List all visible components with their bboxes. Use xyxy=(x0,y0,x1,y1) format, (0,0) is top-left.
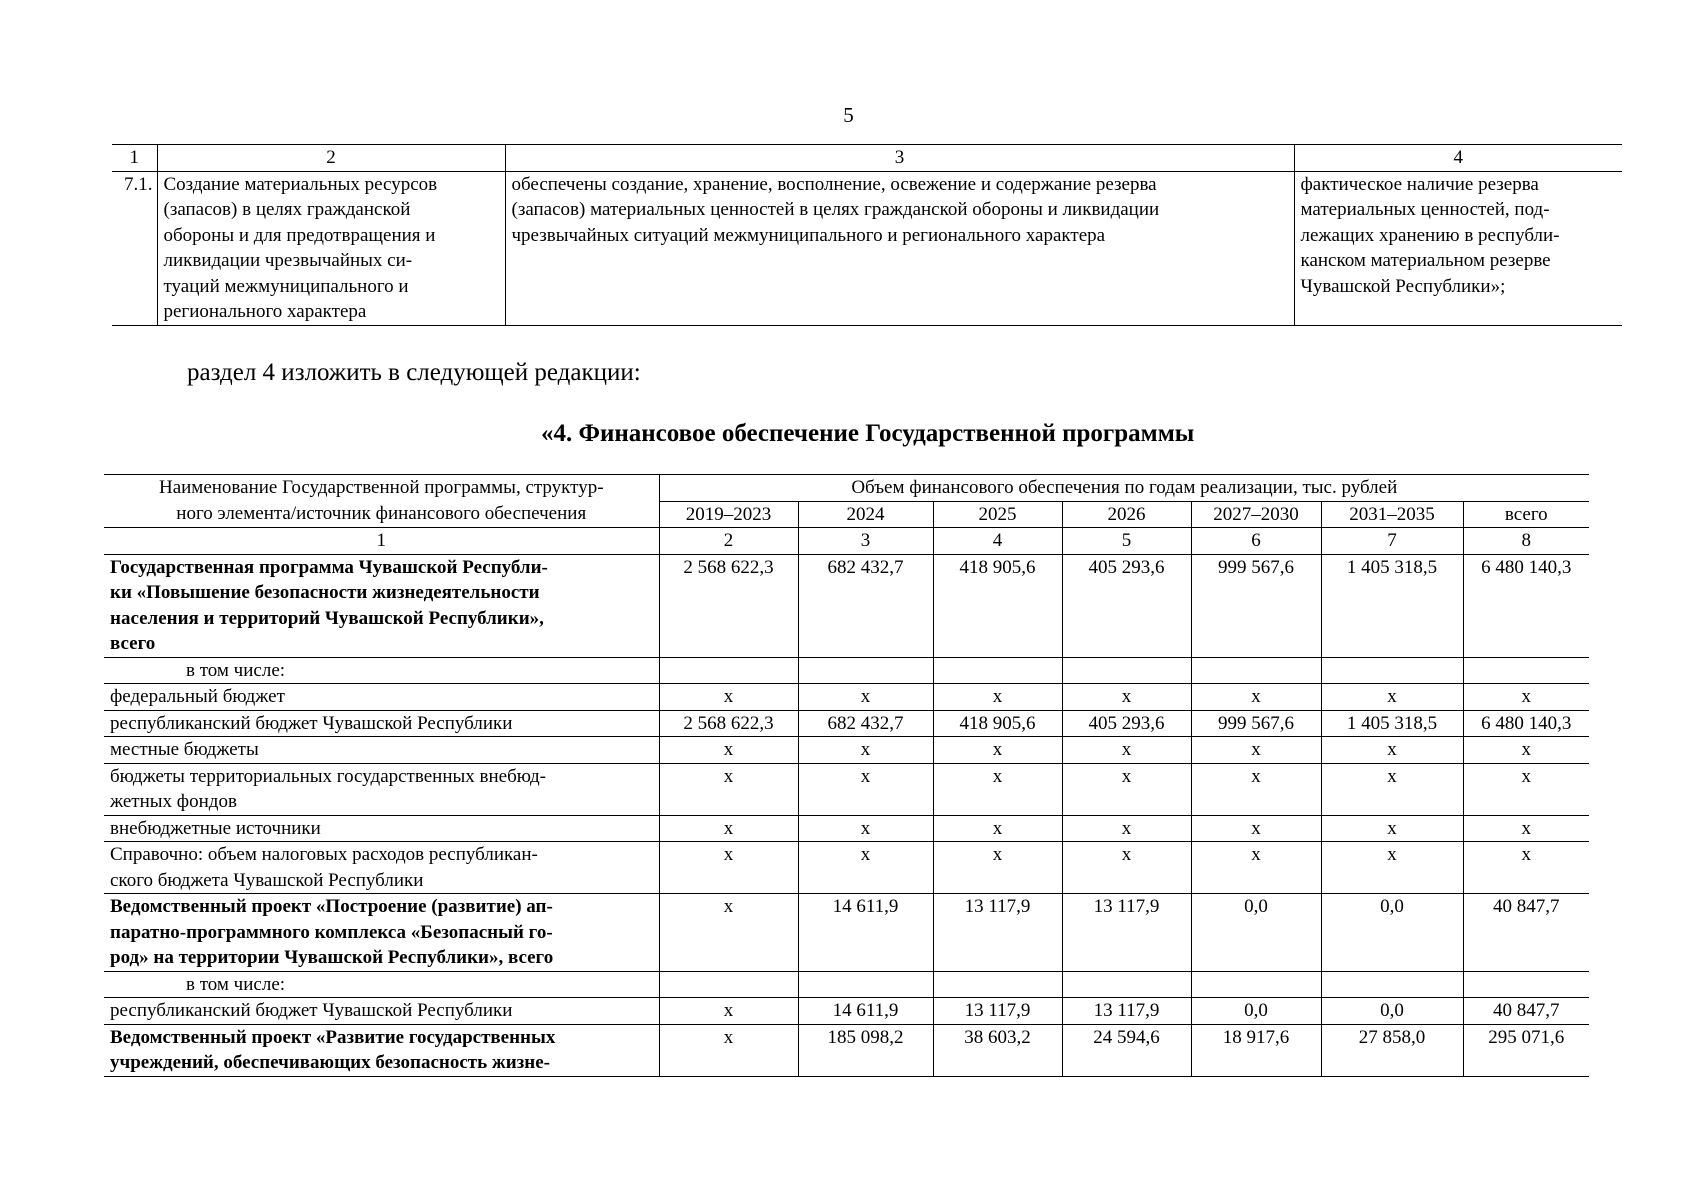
table-row xyxy=(104,737,1589,764)
value-cell: x xyxy=(1062,842,1191,894)
value-cell xyxy=(798,971,933,998)
value-cell: x xyxy=(798,842,933,894)
value-cell: 18 917,6 xyxy=(1191,1024,1321,1076)
text-line: туаций межмуниципального и xyxy=(163,275,409,297)
row-name-cell xyxy=(104,971,659,998)
value-cell: x xyxy=(1321,815,1463,842)
table-activities xyxy=(112,144,1622,326)
value-cell: 185 098,2 xyxy=(798,1024,933,1076)
text-line: Чувашской Республики»; xyxy=(1300,275,1506,297)
text-line: ного элемента/источник финансового обеспечения xyxy=(176,502,587,524)
table-header-cell: 3 xyxy=(505,145,1294,172)
year-header: всего xyxy=(1463,501,1589,528)
value-cell: x xyxy=(933,842,1062,894)
instruction-paragraph: раздел 4 изложить в следующей редакции: xyxy=(187,359,641,386)
text-line: Создание материальных ресурсов xyxy=(163,173,438,195)
value-cell: x xyxy=(1321,684,1463,711)
table-row xyxy=(104,815,1589,842)
table-row xyxy=(104,657,1589,684)
value-cell: x xyxy=(1463,842,1589,894)
row-number: 7.1. xyxy=(112,171,157,325)
value-cell xyxy=(1191,971,1321,998)
table-header-row xyxy=(112,145,1622,172)
year-header: 2025 xyxy=(933,501,1062,528)
value-cell: x xyxy=(1463,763,1589,815)
column-number-row xyxy=(104,528,1589,555)
table-header-cell: 2 xyxy=(157,145,505,172)
text-line: Наименование Государственной программы, структур- xyxy=(158,477,604,498)
column-number: 1 xyxy=(104,528,659,555)
value-cell: x xyxy=(1463,737,1589,764)
text-line: населения и территорий Чувашской Республики», xyxy=(110,607,544,629)
row-name-cell xyxy=(104,710,659,737)
text-line: чрезвычайных ситуаций межмуниципального и регионального характера xyxy=(511,224,1106,246)
year-header: 2026 xyxy=(1062,501,1191,528)
text-line: учреждений, обеспечивающих безопасность жизне- xyxy=(110,1052,550,1073)
value-cell: x xyxy=(933,737,1062,764)
row-name-cell xyxy=(104,998,659,1025)
value-cell: x xyxy=(1321,763,1463,815)
text-line: род» на территории Чувашской Республики», всего xyxy=(110,947,554,968)
value-cell xyxy=(933,657,1062,684)
table-row xyxy=(104,894,1589,972)
value-cell xyxy=(1062,657,1191,684)
value-cell: 682 432,7 xyxy=(798,710,933,737)
table-row xyxy=(104,971,1589,998)
value-cell: 27 858,0 xyxy=(1321,1024,1463,1076)
value-cell xyxy=(1191,657,1321,684)
value-cell: 405 293,6 xyxy=(1062,554,1191,657)
value-cell: 0,0 xyxy=(1191,894,1321,972)
text-line: ликвидации чрезвычайных си- xyxy=(163,250,413,271)
value-cell xyxy=(1321,971,1463,998)
value-cell: 13 117,9 xyxy=(933,894,1062,972)
value-cell xyxy=(1062,971,1191,998)
value-cell xyxy=(933,971,1062,998)
value-cell: x xyxy=(659,894,798,972)
table-financing xyxy=(104,474,1589,1077)
text-line: ского бюджета Чувашской Республики xyxy=(110,869,424,891)
row-name-cell xyxy=(104,815,659,842)
value-cell xyxy=(1321,657,1463,684)
text-line: всего xyxy=(110,633,156,654)
text-line: Справочно: объем налоговых расходов республикан- xyxy=(110,844,538,865)
text-line: внебюджетные источники xyxy=(110,817,321,839)
row-name-cell xyxy=(104,554,659,657)
page-number: 5 xyxy=(843,103,854,127)
value-cell: 40 847,7 xyxy=(1463,998,1589,1025)
row-name-cell xyxy=(104,657,659,684)
value-cell: x xyxy=(1062,684,1191,711)
row-name-cell xyxy=(104,737,659,764)
value-cell: 418 905,6 xyxy=(933,554,1062,657)
row-name-cell xyxy=(104,763,659,815)
value-cell: x xyxy=(933,763,1062,815)
value-cell: 24 594,6 xyxy=(1062,1024,1191,1076)
value-cell: x xyxy=(1321,737,1463,764)
header-group-cell: Объем финансового обеспечения по годам реализации, тыс. рублей xyxy=(659,475,1589,502)
text-line: федеральный бюджет xyxy=(110,686,285,707)
value-cell: 38 603,2 xyxy=(933,1024,1062,1076)
year-header: 2024 xyxy=(798,501,933,528)
value-cell: x xyxy=(659,998,798,1025)
value-cell: x xyxy=(798,763,933,815)
table-row xyxy=(104,684,1589,711)
value-cell: 14 611,9 xyxy=(798,894,933,972)
text-line: республиканский бюджет Чувашской Республики xyxy=(110,1000,513,1021)
table-row xyxy=(104,554,1589,657)
financing-rows xyxy=(104,554,1589,1076)
column-number: 2 xyxy=(659,528,798,555)
value-cell: 40 847,7 xyxy=(1463,894,1589,972)
table-header-cell: 4 xyxy=(1294,145,1622,172)
value-cell: 13 117,9 xyxy=(933,998,1062,1025)
year-header: 2019–2023 xyxy=(659,501,798,528)
value-cell xyxy=(1463,971,1589,998)
text-line: (запасов) материальных ценностей в целях гражданской обороны и ликвидации xyxy=(511,199,1160,220)
text-line: фактическое наличие резерва xyxy=(1300,173,1539,195)
value-cell: x xyxy=(798,684,933,711)
table-header-cell: 1 xyxy=(112,145,157,172)
column-number: 6 xyxy=(1191,528,1321,555)
value-cell: 13 117,9 xyxy=(1062,894,1191,972)
text-line: бюджеты территориальных государственных внебюд- xyxy=(110,765,546,787)
text-line: Ведомственный проект «Развитие государственных xyxy=(110,1026,556,1048)
value-cell xyxy=(798,657,933,684)
text-line: регионального характера xyxy=(163,301,367,322)
value-cell: 6 480 140,3 xyxy=(1463,554,1589,657)
value-cell: x xyxy=(933,815,1062,842)
value-cell: x xyxy=(659,684,798,711)
value-cell: x xyxy=(659,842,798,894)
value-cell xyxy=(659,657,798,684)
value-cell xyxy=(659,971,798,998)
value-cell: x xyxy=(1191,737,1321,764)
value-cell: 6 480 140,3 xyxy=(1463,710,1589,737)
value-cell: x xyxy=(659,737,798,764)
value-cell: 682 432,7 xyxy=(798,554,933,657)
value-cell: x xyxy=(1062,737,1191,764)
table-row xyxy=(104,763,1589,815)
value-cell: 418 905,6 xyxy=(933,710,1062,737)
value-cell: x xyxy=(1062,815,1191,842)
table-row xyxy=(104,998,1589,1025)
value-cell: x xyxy=(1463,684,1589,711)
row-name-cell xyxy=(104,1024,659,1076)
value-cell: 1 405 318,5 xyxy=(1321,710,1463,737)
text-line: паратно-программного комплекса «Безопасный го- xyxy=(110,921,553,943)
value-cell: x xyxy=(1191,815,1321,842)
column-number: 5 xyxy=(1062,528,1191,555)
column-number: 4 xyxy=(933,528,1062,555)
row-name-cell xyxy=(104,894,659,972)
value-cell: 2 568 622,3 xyxy=(659,554,798,657)
row-name-cell xyxy=(104,842,659,894)
row-name-cell xyxy=(104,684,659,711)
section-heading: «4. Финансовое обеспечение Государственной программы xyxy=(541,420,1195,447)
table-row xyxy=(112,171,1622,325)
text-line: ки «Повышение безопасности жизнедеятельности xyxy=(110,582,540,603)
text-line: в том числе: xyxy=(186,659,286,681)
value-cell: 0,0 xyxy=(1321,998,1463,1025)
value-cell: 1 405 318,5 xyxy=(1321,554,1463,657)
value-cell: 405 293,6 xyxy=(1062,710,1191,737)
text-line: лежащих хранению в республи- xyxy=(1300,224,1560,246)
table-row xyxy=(104,1024,1589,1076)
text-line: обороны и для предотвращения и xyxy=(163,224,436,246)
value-cell: x xyxy=(1321,842,1463,894)
value-cell: 999 567,6 xyxy=(1191,554,1321,657)
value-cell: 295 071,6 xyxy=(1463,1024,1589,1076)
value-cell: 2 568 622,3 xyxy=(659,710,798,737)
value-cell: x xyxy=(933,684,1062,711)
value-cell: x xyxy=(659,763,798,815)
value-cell: x xyxy=(1463,815,1589,842)
table-row xyxy=(104,842,1589,894)
value-cell: 0,0 xyxy=(1321,894,1463,972)
value-cell: x xyxy=(1191,842,1321,894)
text-line: Государственная программа Чувашской Республи- xyxy=(110,556,548,578)
value-cell: x xyxy=(1191,763,1321,815)
activity-name xyxy=(157,171,505,325)
text-line: материальных ценностей, под- xyxy=(1300,199,1550,220)
value-cell: x xyxy=(1191,684,1321,711)
text-line: республиканский бюджет Чувашской Республики xyxy=(110,712,513,734)
activity-result xyxy=(505,171,1294,325)
text-line: (запасов) в целях гражданской xyxy=(163,199,411,220)
column-number: 7 xyxy=(1321,528,1463,555)
value-cell: 13 117,9 xyxy=(1062,998,1191,1025)
value-cell: x xyxy=(798,815,933,842)
table-header-row xyxy=(104,475,1589,502)
value-cell: x xyxy=(798,737,933,764)
value-cell: 0,0 xyxy=(1191,998,1321,1025)
text-line: местные бюджеты xyxy=(110,739,259,760)
text-line: канском материальном резерве xyxy=(1300,250,1551,271)
table-row xyxy=(104,710,1589,737)
year-header: 2031–2035 xyxy=(1321,501,1463,528)
text-line: Ведомственный проект «Построение (развитие) ап- xyxy=(110,896,553,917)
value-cell: 14 611,9 xyxy=(798,998,933,1025)
value-cell xyxy=(1463,657,1589,684)
activity-indicator xyxy=(1294,171,1622,325)
header-name-cell xyxy=(104,475,659,528)
text-line: жетных фондов xyxy=(110,791,237,812)
value-cell: x xyxy=(659,815,798,842)
value-cell: 999 567,6 xyxy=(1191,710,1321,737)
column-number: 8 xyxy=(1463,528,1589,555)
year-header: 2027–2030 xyxy=(1191,501,1321,528)
text-line: обеспечены создание, хранение, восполнение, освежение и содержание резерва xyxy=(511,173,1157,195)
text-line: в том числе: xyxy=(186,973,286,995)
value-cell: x xyxy=(1062,763,1191,815)
column-number: 3 xyxy=(798,528,933,555)
value-cell: x xyxy=(659,1024,798,1076)
